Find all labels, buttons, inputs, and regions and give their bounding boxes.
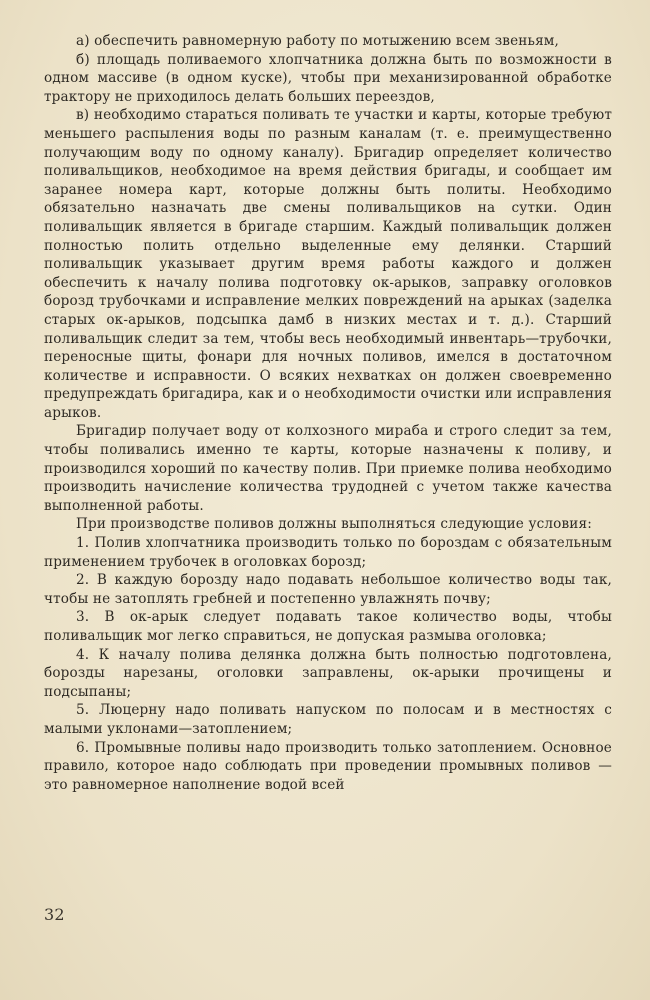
condition-item-1: 1. Полив хлопчатника производить только по бороздам с обязательным применением трубочек в оголовках борозд;	[44, 535, 612, 570]
paragraph-brigadier: Бригадир получает воду от колхозного мираба и строго следит за тем, чтобы поливались именно те карты, которые назначены к поливу, и производился хороший по качеству полив. При приемке полива необходимо производить начисление количества трудодней с учетом также качества выполненной работы.	[44, 423, 612, 514]
condition-item-3: 3. В ок-арык следует подавать такое количество воды, чтобы поливальщик мог легко справиться, не допуская размыва оголовка;	[44, 609, 612, 644]
paragraph-item-b: б) площадь поливаемого хлопчатника должна быть по возможности в одном массиве (в одном куске), чтобы при механизированной обработке трактору не приходилось делать больших переездов,	[44, 51, 612, 105]
paragraph-item-c: в) необходимо стараться поливать те участки и карты, которые требуют меньшего распыления воды по разным каналам (т. е. преимущественно получающим воду по одному каналу). Бригадир определяет количество поливальщиков, необходимое на время действия бригады, и сообщает им заранее номера карт, которые должны быть политы. Необходимо обязательно назначать две смены поливальщиков на сутки. Один поливальщик является в бригаде старшим. Каждый поливальщик должен полностью полить отдельно выделенные ему делянки. Старший поливальщик указывает другим время работы каждого и должен обеспечить к началу полива подготовку ок-арыков, заправку оголовков борозд трубочками и исправление мелких повреждений на арыках (заделка старых ок-арыков, подсыпка дамб в низких местах и т. д.). Старший поливальщик следит за тем, чтобы весь необходимый инвентарь—трубочки, переносные щиты, фонари для ночных поливов, имелся в достаточном количестве и исправности. О всяких нехватках он должен своевременно предупреждать бригадира, как и о необходимости очистки или исправления арыков.	[44, 107, 612, 421]
page-number: 32	[44, 905, 65, 924]
condition-item-6: 6. Промывные поливы надо производить только затоплением. Основное правило, которое надо соблюдать при проведении промывных поливов — это равномерное наполнение водой всей	[44, 739, 612, 793]
paragraph-conditions-intro: При производстве поливов должны выполняться следующие условия:	[76, 516, 592, 533]
condition-item-2: 2. В каждую борозду надо подавать небольшое количество воды так, чтобы не затоплять гребней и постепенно увлажнять почву;	[44, 572, 612, 607]
condition-item-4: 4. К началу полива делянка должна быть полностью подготовлена, борозды нарезаны, оголовки заправлены, ок-арыки прочищены и подсыпаны;	[44, 646, 612, 700]
condition-item-5: 5. Люцерну надо поливать напуском по полосам и в местностях с малыми уклонами—затоплением;	[44, 702, 612, 737]
paragraph-item-a: а) обеспечить равномерную работу по мотыжению всем звеньям,	[76, 33, 559, 49]
